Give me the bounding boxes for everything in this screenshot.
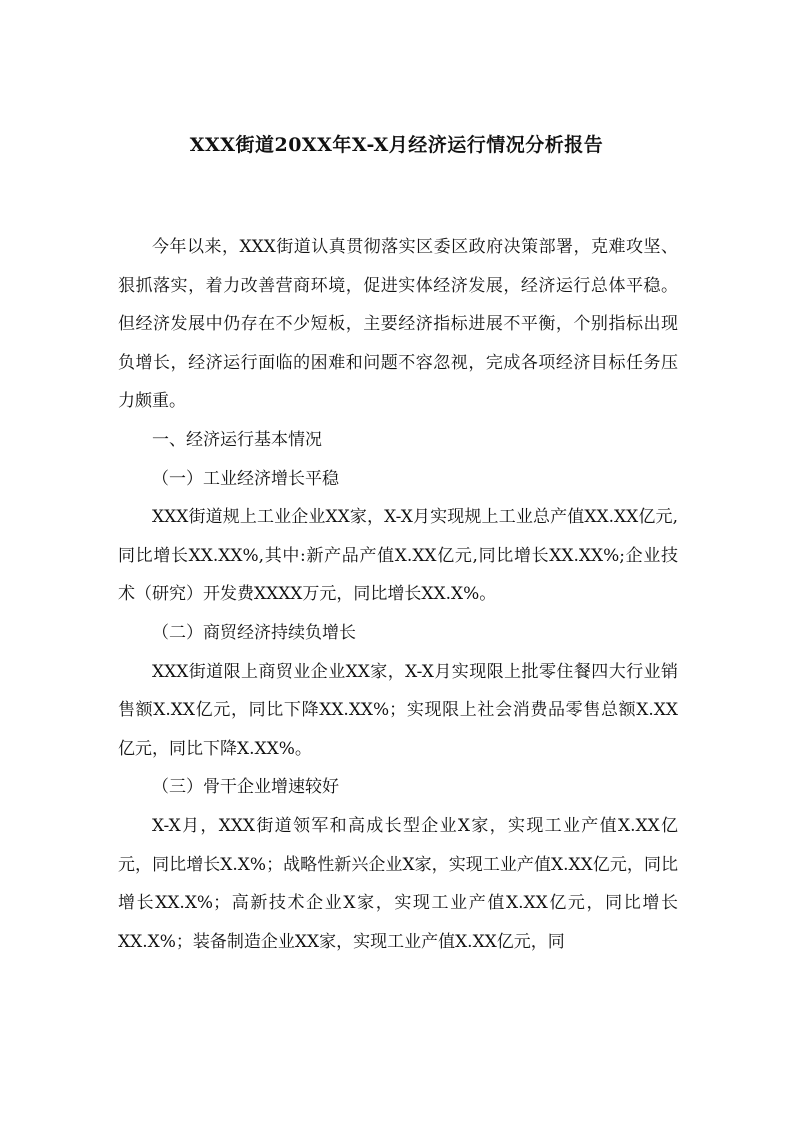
page-title: XXX街道20XX年X-X月经济运行情况分析报告: [189, 134, 604, 156]
section-heading: 一、经济运行基本情况: [152, 429, 322, 450]
body-paragraph: XXX街道限上商贸业企业XX家，X-X月实现限上批零住餐四大行业销售额X.XX亿元，同比下降XX.XX%；实现限上社会消费品零售总额X.XX亿元，同比下降X.XX%。: [118, 661, 678, 759]
subsection-heading: （二）商贸经济持续负增长: [152, 622, 356, 643]
subsection-heading: （三）骨干企业增速较好: [152, 777, 339, 798]
subsection-heading: （一）工业经济增长平稳: [152, 468, 339, 489]
document-body: [118, 228, 678, 961]
body-paragraph: X-X月，XXX街道领军和高成长型企业X家，实现工业产值X.XX亿元，同比增长X.X%；战略性新兴企业X家，实现工业产值X.XX亿元，同比增长XX.X%；高新技术企业X家，实现工业产值X.XX亿元，同比增长XX.X%；装备制造企业XX家，实现工业产值X.XX亿元，同: [118, 815, 678, 952]
intro-paragraph: 今年以来，XXX街道认真贯彻落实区委区政府决策部署，克难攻坚、狠抓落实，着力改善营商环境，促进实体经济发展，经济运行总体平稳。但经济发展中仍存在不少短板，主要经济指标进展不平衡，个别指标出现负增长，经济运行面临的困难和问题不容忽视，完成各项经济目标任务压力颇重。: [118, 237, 678, 412]
body-paragraph: XXX街道规上工业企业XX家，X-X月实现规上工业总产值XX.XX亿元,同比增长XX.XX%,其中:新产品产值X.XX亿元,同比增长XX.XX%;企业技术（研究）开发费XXXX万元，同比增长XX.X%。: [118, 507, 678, 605]
